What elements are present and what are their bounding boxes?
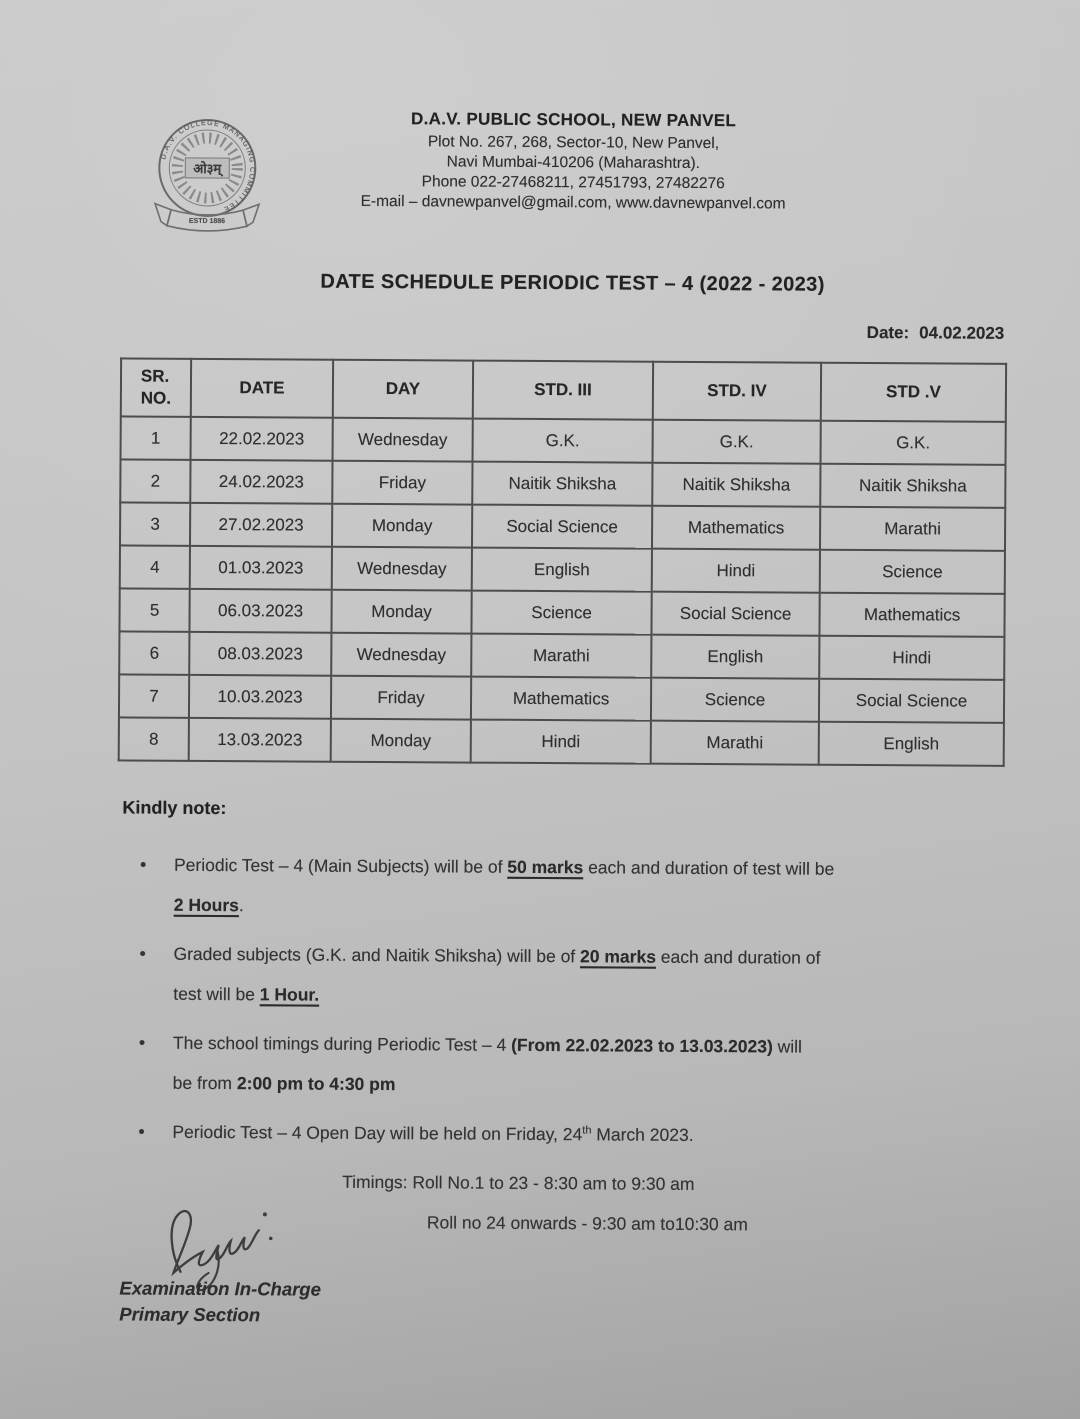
cell-day: Friday xyxy=(331,676,471,720)
cell-std5: Mathematics xyxy=(819,593,1004,637)
cell-std3: G.K. xyxy=(473,419,653,463)
table-row xyxy=(120,459,1005,507)
cell-sr: 4 xyxy=(120,545,190,588)
note-item-open-day: • Periodic Test – 4 Open Day will be held on Friday, 24th March 2023. xyxy=(120,1111,1025,1157)
school-name: D.A.V. PUBLIC SCHOOL, NEW PANVEL xyxy=(411,109,737,131)
cell-std4: Social Science xyxy=(651,592,819,636)
school-address-line1: Plot No. 267, 268, Sector-10, New Panvel, xyxy=(427,133,720,153)
cell-std5: Social Science xyxy=(819,679,1004,723)
cell-day: Monday xyxy=(331,590,471,634)
table-row xyxy=(119,588,1004,636)
document-date xyxy=(867,323,1005,344)
table-row xyxy=(121,416,1006,464)
cell-std5: Science xyxy=(820,550,1005,594)
document-title: DATE SCHEDULE PERIODIC TEST – 4 (2022 - 2023) xyxy=(320,270,825,296)
cell-date: 22.02.2023 xyxy=(191,417,333,461)
timings-line2: Roll no 24 onwards - 9:30 am to10:30 am xyxy=(426,1212,748,1235)
note-item-school-timings: • The school timings during Periodic Test – 4 (From 22.02.2023 to 13.03.2023) will be from 2:00 pm to 4:30 pm xyxy=(121,1022,1026,1108)
cell-sr: 8 xyxy=(119,717,189,760)
cell-std3: English xyxy=(472,548,652,592)
cell-date: 13.03.2023 xyxy=(189,718,331,762)
table-row xyxy=(120,545,1005,593)
cell-sr: 5 xyxy=(119,588,189,631)
note-item-marks-main: • Periodic Test – 4 (Main Subjects) will be of 50 marks each and duration of test will be 2 Hours. xyxy=(122,844,1027,930)
header-day: DAY xyxy=(333,360,473,419)
cell-std3: Naitik Shiksha xyxy=(472,462,652,506)
note-item-marks-graded: • Graded subjects (G.K. and Naitik Shiksha) will be of 20 marks each and duration of test will be 1 Hour. xyxy=(121,933,1026,1019)
date-value: 04.02.2023 xyxy=(919,323,1005,343)
cell-std4: English xyxy=(651,635,819,679)
cell-date: 10.03.2023 xyxy=(189,675,331,719)
notes-heading: Kindly note: xyxy=(122,797,227,819)
cell-sr: 1 xyxy=(121,416,191,459)
cell-date: 01.03.2023 xyxy=(190,546,332,590)
signoff-block xyxy=(119,1275,321,1328)
cell-std3: Marathi xyxy=(471,634,651,678)
cell-std3: Mathematics xyxy=(471,677,651,721)
cell-std3: Social Science xyxy=(472,505,652,549)
header-std-iv: STD. IV xyxy=(653,362,821,421)
logo-banner-text: ESTD 1886 xyxy=(188,217,226,226)
cell-day: Monday xyxy=(332,504,472,548)
cell-std4: G.K. xyxy=(653,420,821,464)
cell-std4: Hindi xyxy=(652,549,820,593)
cell-std5: English xyxy=(819,722,1004,766)
header-std-v: STD .V xyxy=(821,363,1006,422)
school-phone: Phone 022-27468211, 27451793, 27482276 xyxy=(421,173,725,193)
cell-day: Wednesday xyxy=(333,418,473,462)
header-sr-no: SR. NO. xyxy=(121,358,191,416)
cell-sr: 2 xyxy=(120,459,190,502)
logo-ring-text: D.A.V. COLLEGE MANAGING COMMITTEE xyxy=(160,119,256,213)
cell-day: Friday xyxy=(332,461,472,505)
cell-std3: Science xyxy=(471,591,651,635)
cell-day: Wednesday xyxy=(331,633,471,677)
cell-std5: G.K. xyxy=(821,421,1006,465)
logo-om-text: ओ३म् xyxy=(193,160,222,177)
cell-sr: 7 xyxy=(119,674,189,717)
date-label: Date: xyxy=(866,322,910,343)
cell-day: Monday xyxy=(331,719,471,763)
school-email: E-mail – davnewpanvel@gmail.com, www.davnewpanvel.com xyxy=(360,192,786,213)
cell-std5: Marathi xyxy=(820,507,1005,551)
school-address-line2: Navi Mumbai-410206 (Maharashtra). xyxy=(446,153,701,172)
table-header-row xyxy=(121,358,1006,421)
cell-std5: Naitik Shiksha xyxy=(820,464,1005,508)
letterhead xyxy=(253,108,894,215)
cell-std4: Science xyxy=(651,678,819,722)
schedule-table xyxy=(118,357,1007,766)
header-date: DATE xyxy=(191,359,333,418)
cell-date: 24.02.2023 xyxy=(190,460,332,504)
cell-std3: Hindi xyxy=(471,720,651,764)
signoff-role: Examination In-Charge xyxy=(119,1277,322,1300)
cell-sr: 6 xyxy=(119,631,189,674)
notes-list xyxy=(120,844,1027,1157)
cell-std4: Mathematics xyxy=(652,506,820,550)
header-std-iii: STD. III xyxy=(473,361,653,420)
cell-std5: Hindi xyxy=(819,636,1004,680)
cell-std4: Marathi xyxy=(651,721,819,765)
cell-sr: 3 xyxy=(120,502,190,545)
table-row xyxy=(119,717,1004,765)
signoff-section: Primary Section xyxy=(119,1303,261,1326)
cell-day: Wednesday xyxy=(332,547,472,591)
timings-line1: Timings: Roll No.1 to 23 - 8:30 am to 9:30 am xyxy=(342,1171,695,1194)
table-row xyxy=(120,502,1005,550)
cell-std4: Naitik Shiksha xyxy=(652,463,820,507)
cell-date: 27.02.2023 xyxy=(190,503,332,547)
notes-section xyxy=(120,797,1028,1246)
cell-date: 06.03.2023 xyxy=(189,589,331,633)
table-row xyxy=(119,631,1004,679)
table-row xyxy=(119,674,1004,722)
cell-date: 08.03.2023 xyxy=(189,632,331,676)
